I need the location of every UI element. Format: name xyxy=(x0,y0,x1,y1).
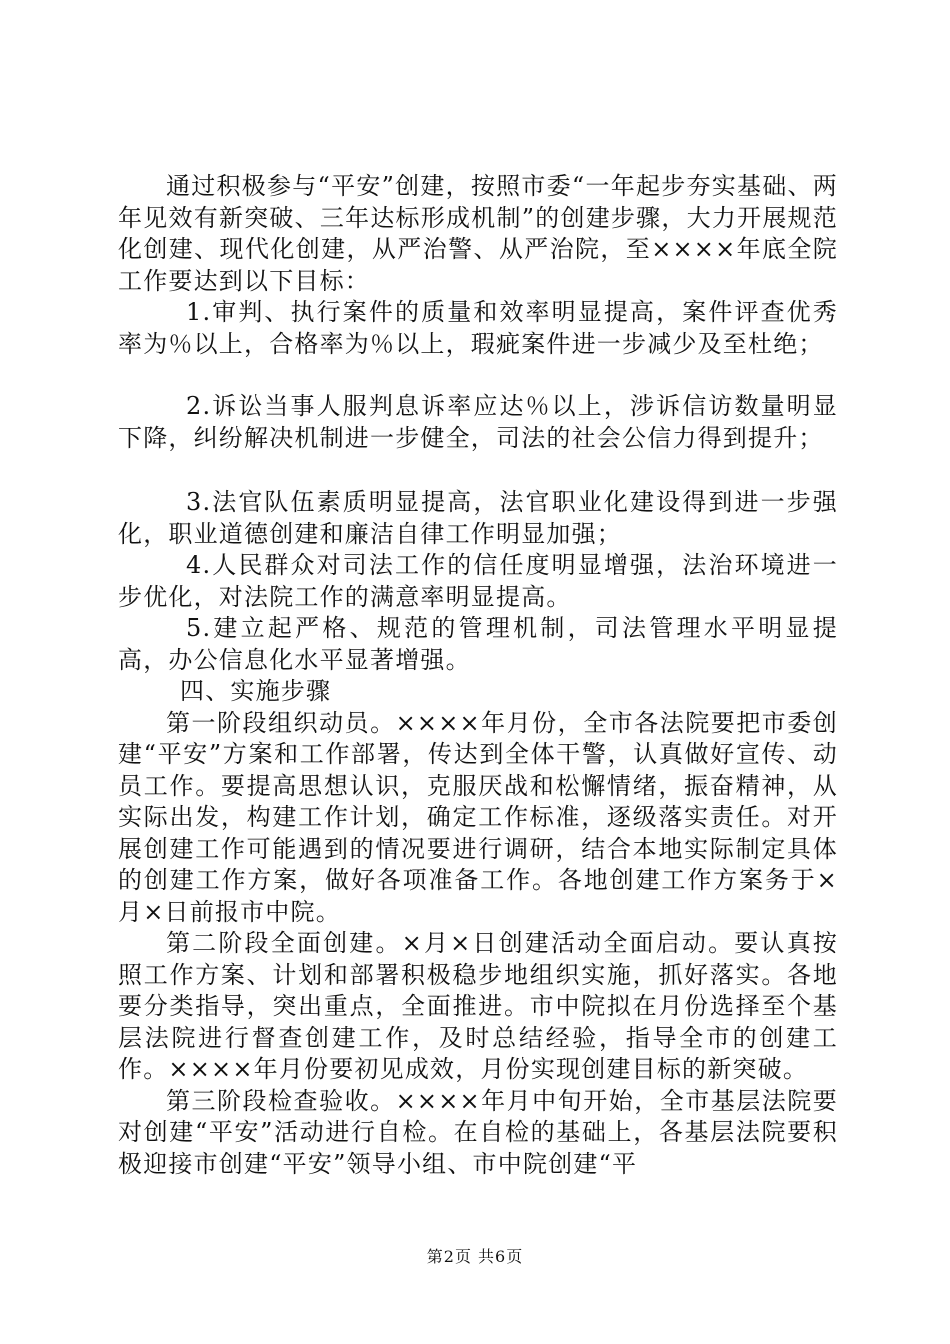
goal-item-2: 2.诉讼当事人服判息诉率应达％以上，涉诉信访数量明显下降，纠纷解决机制进一步健全，司法的社会公信力得到提升； xyxy=(118,392,838,452)
goal-item-4: 4.人民群众对司法工作的信任度明显增强，法治环境进一步优化，对法院工作的满意率明显提高。 xyxy=(118,551,838,611)
section-heading: 四、实施步骤 xyxy=(180,677,332,705)
goal-item-3: 3.法官队伍素质明显提高，法官职业化建设得到进一步强化，职业道德创建和廉洁自律工作明显加强； xyxy=(118,488,838,548)
stage-1-paragraph: 第一阶段组织动员。××××年月份，全市各法院要把市委创建“平安”方案和工作部署，传达到全体干警，认真做好宣传、动员工作。要提高思想认识，克服厌战和松懈情绪，振奋精神，从实际出发，构建工作计划，确定工作标准，逐级落实责任。对开展创建工作可能遇到的情况要进行调研，结合本地实际制定具体的创建工作方案，做好各项准备工作。各地创建工作方案务于×月×日前报市中院。 xyxy=(118,708,838,926)
stage-3-paragraph: 第三阶段检查验收。××××年月中旬开始，全市基层法院要对创建“平安”活动进行自检。在自检的基础上，各基层法院要积极迎接市创建“平安”领导小组、市中院创建“平 xyxy=(118,1086,838,1178)
goal-item-5: 5.建立起严格、规范的管理机制，司法管理水平明显提高，办公信息化水平显著增强。 xyxy=(118,614,838,674)
page-number-footer: 第2页 共6页 xyxy=(426,1247,524,1266)
stage-2-paragraph: 第二阶段全面创建。×月×日创建活动全面启动。要认真按照工作方案、计划和部署积极稳步地组织实施，抓好落实。各地要分类指导，突出重点，全面推进。市中院拟在月份选择至个基层法院进行督查创建工作，及时总结经验，指导全市的创建工作。××××年月份要初见成效，月份实现创建目标的新突破。 xyxy=(118,929,838,1083)
goal-item-1: 1.审判、执行案件的质量和效率明显提高，案件评查优秀率为％以上，合格率为％以上，瑕疵案件进一步减少及至杜绝； xyxy=(118,298,838,358)
document-body xyxy=(118,171,838,1180)
intro-paragraph: 通过积极参与“平安”创建，按照市委“一年起步夯实基础、两年见效有新突破、三年达标形成机制”的创建步骤，大力开展规范化创建、现代化创建，从严治警、从严治院，至××××年底全院工作要达到以下目标： xyxy=(118,172,838,295)
